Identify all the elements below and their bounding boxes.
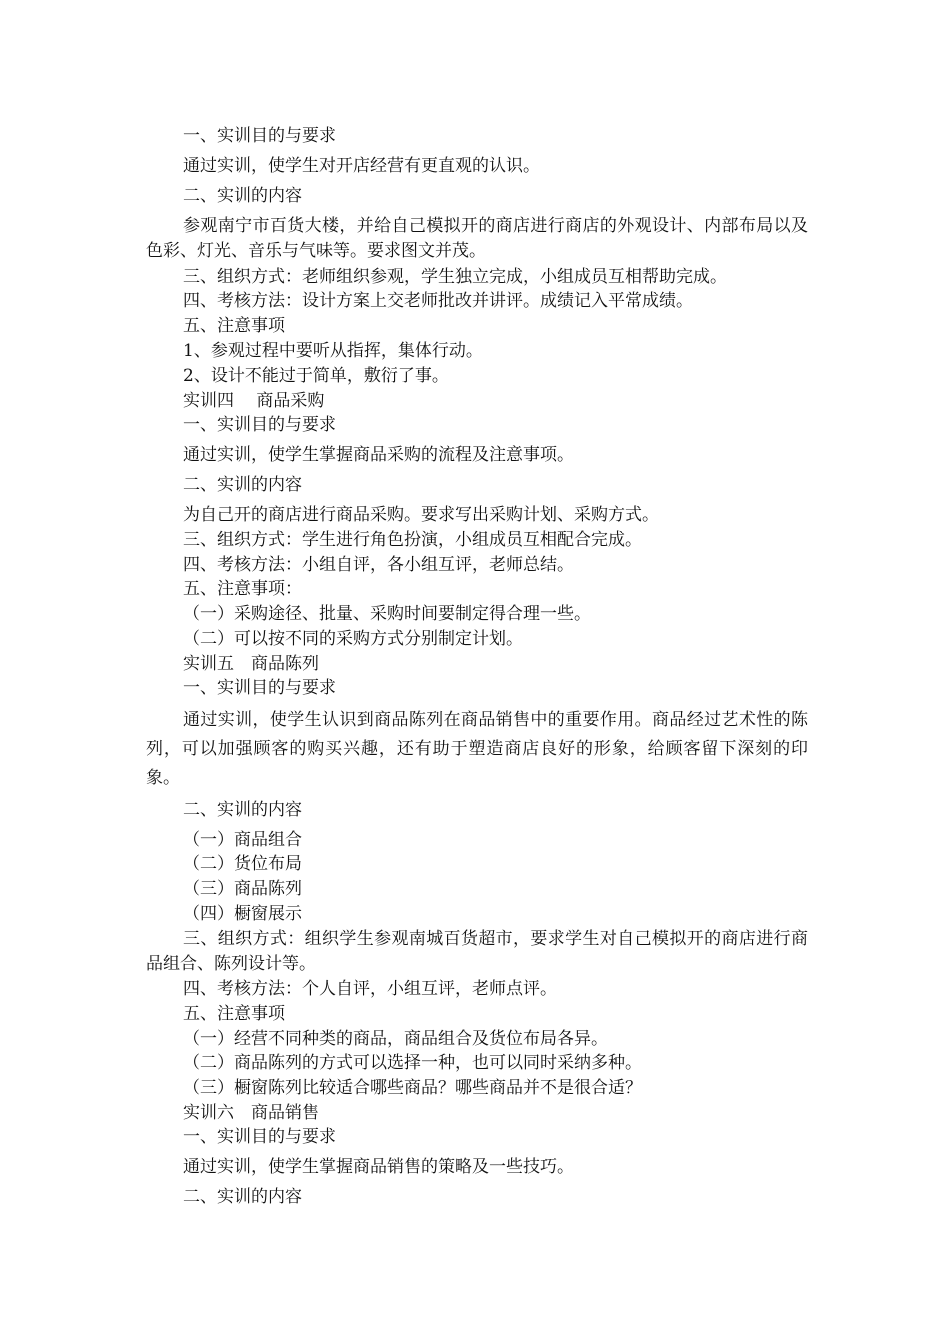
section-title: 实训四 商品采购: [183, 391, 325, 411]
section-title: 实训五 商品陈列: [183, 654, 319, 674]
paragraph: 四、考核方法：个人自评，小组互评，老师点评。: [183, 979, 557, 999]
list-item: （二）可以按不同的采购方式分别制定计划。: [183, 629, 523, 649]
heading-notes: 五、注意事项：: [183, 579, 302, 599]
list-item: （三）橱窗陈列比较适合哪些商品？哪些商品并不是很合适？: [183, 1078, 642, 1098]
paragraph: 通过实训，使学生认识到商品陈列在商品销售中的重要作用。商品经过艺术性的陈列，可以加强顾客的购买兴趣，还有助于塑造商店良好的形象，给顾客留下深刻的印象。: [146, 710, 808, 788]
heading-objective: 一、实训目的与要求: [183, 1127, 336, 1147]
list-item: （三）商品陈列: [183, 879, 302, 899]
heading-objective: 一、实训目的与要求: [183, 415, 336, 435]
heading-content: 二、实训的内容: [183, 475, 302, 495]
heading-objective: 一、实训目的与要求: [183, 678, 336, 698]
list-item: 1、参观过程中要听从指挥，集体行动。: [183, 341, 483, 361]
paragraph: 三、组织方式：老师组织参观，学生独立完成，小组成员互相帮助完成。: [183, 267, 727, 287]
heading-content: 二、实训的内容: [183, 800, 302, 820]
list-item: （一）采购途径、批量、采购时间要制定得合理一些。: [183, 604, 591, 624]
paragraph: 三、组织方式：组织学生参观南城百货超市，要求学生对自己模拟开的商店进行商品组合、陈列设计等。: [146, 929, 808, 974]
list-item: （四）橱窗展示: [183, 904, 302, 924]
heading-objective: 一、实训目的与要求: [183, 126, 336, 146]
paragraph: 通过实训，使学生掌握商品销售的策略及一些技巧。: [183, 1157, 574, 1177]
heading-content: 二、实训的内容: [183, 186, 302, 206]
paragraph: 三、组织方式：学生进行角色扮演，小组成员互相配合完成。: [183, 530, 642, 550]
list-item: （二）货位布局: [183, 854, 302, 874]
heading-notes: 五、注意事项: [183, 1004, 285, 1024]
paragraph: 四、考核方法：设计方案上交老师批改并讲评。成绩记入平常成绩。: [183, 291, 693, 311]
list-item: （一）经营不同种类的商品，商品组合及货位布局各异。: [183, 1029, 608, 1049]
paragraph: 为自己开的商店进行商品采购。要求写出采购计划、采购方式。: [183, 505, 659, 525]
heading-notes: 五、注意事项: [183, 316, 285, 336]
heading-content: 二、实训的内容: [183, 1187, 302, 1207]
list-item: （二）商品陈列的方式可以选择一种，也可以同时采纳多种。: [183, 1053, 642, 1073]
list-item: 2、设计不能过于简单，敷衍了事。: [183, 366, 449, 386]
paragraph: 四、考核方法：小组自评，各小组互评，老师总结。: [183, 555, 574, 575]
paragraph: 通过实训，使学生对开店经营有更直观的认识。: [183, 156, 540, 176]
paragraph: 参观南宁市百货大楼，并给自己模拟开的商店进行商店的外观设计、内部布局以及色彩、灯光、音乐与气味等。要求图文并茂。: [146, 216, 808, 261]
paragraph: 通过实训，使学生掌握商品采购的流程及注意事项。: [183, 445, 574, 465]
list-item: （一）商品组合: [183, 830, 302, 850]
section-title: 实训六 商品销售: [183, 1103, 319, 1123]
